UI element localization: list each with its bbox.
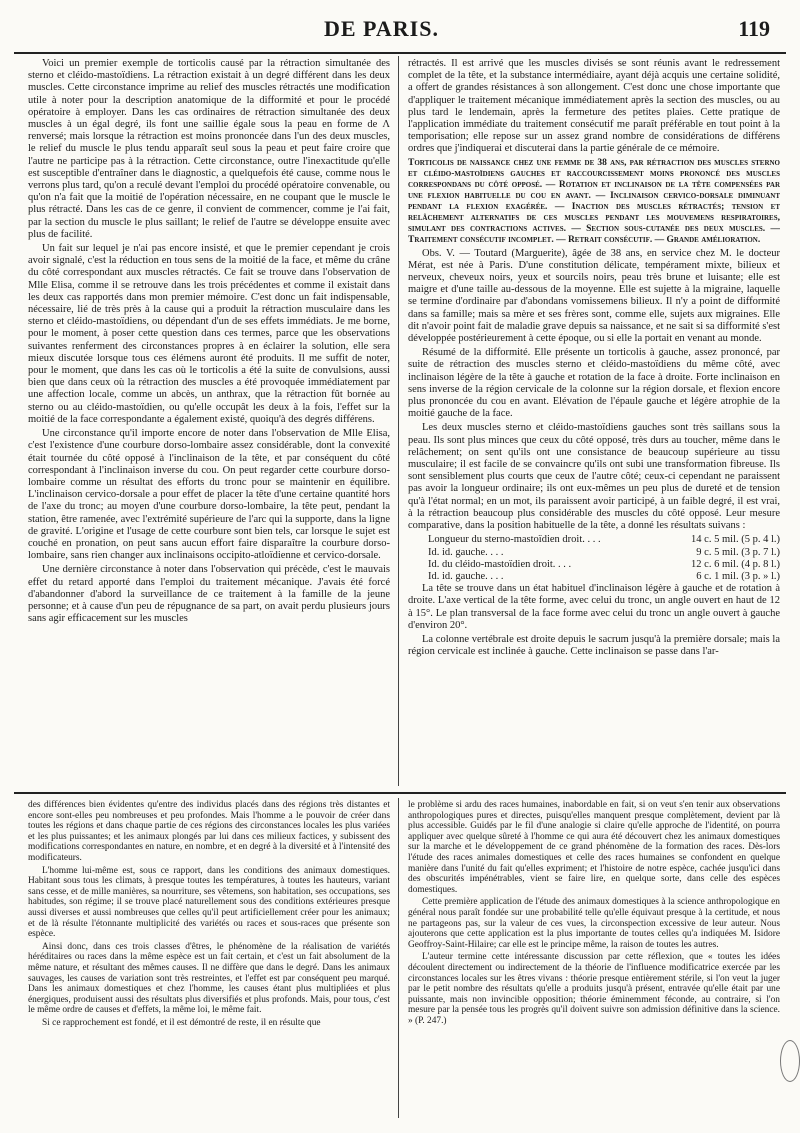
paragraph: Un fait sur lequel je n'ai pas encore insisté, et que le premier cependant je crois avoir signalé, c'est la réduction en tous sens de la moitié de la face, et même du crâne du côté correspondant aux muscles rétractés. Ce fait se trouve dans l'observation de Mlle Elisa, comme il se retrouve dans les trois précédentes et comme il existait dans les deux cas rapportés dans mon premier mémoire. C'est donc un fait indispensable, nécessaire, lié de très près à la cause qui a produit la rétraction musculaire dans les sterno et cléido-mastoïdiens, ou dépendant d'un de ses effets immédiats. Je me borne, pour le moment, à poser cette question dans ces termes, parce que les observations suivantes renferment des circonstances propres à en éclairer la solution, elle sera mieux discutée lorsque tous ces élémens auront été produits. Il me suffit de noter, pour le moment, que dans les cas où le torticolis a été la suite de convulsions, aussi bien que dans ceux où la rétraction des muscles a été provoquée immédiatement par une affection locale, comme un abcès, un anthrax, que la rétraction fût bornée au sterno ou au cléido-mastoïdien, ou qu'elle occupât les deux à la fois, l'effet sur la moitié de la face correspondante a également existé, quoiqu'à des degrés différens.: [28, 243, 390, 425]
page-number: 119: [738, 16, 770, 41]
column-divider: [398, 56, 399, 786]
case-heading: Torticolis de naissance chez une femme de 38 ans, par rétraction des muscles sterno et cléido-mastoïdiens gauches et raccourcissement moins prononcé des muscles correspondans du côté opposé. — Rotation et inclinaison de la tête compensées par une flexion habituelle du cou en avant. — Inclinaison cervico-dorsale diminuant pendant la flexion exagérée. — Inaction des muscles rétractés; tension et relâchement alternatifs de ces muscles pendant les mouvemens respiratoires, simulant des contractions actives. — Section sous-cutanée des deux muscles. — Traitement consécutif incomplet. — Retrait consécutif. — Grande amélioration.: [408, 157, 780, 245]
paragraph: Une circonstance qu'il importe encore de noter dans l'observation de Mlle Elisa, c'est l'existence d'une courbure dorso-lombaire assez considérable, dont la convexité était tournée du côté opposé à l'inclinaison de la tête, et par conséquent du côté correspondant à l'inclinaison inverse du cou. On peut regarder cette courbure dorso-lombaire comme un résultat des efforts du tronc pour se maintenir en équilibre. L'inclinaison cervico-dorsale a pour effet de placer la tête d'une certaine quantité hors de l'axe du tronc; au moyen d'une courbure dorso-lombaire, la tête peut, pendant la station, être ramenée, avec l'extrémité supérieure de l'arc qui la supporte, dans la ligne de gravité. L'origine et l'usage de cette courbure sont bien tels, car lorsque le sujet est couché en pronation, on peut sans aucun effort faire disparaître la courbure dorso-lombaire, sans rien changer aux inclinaisons occipito-atloïdienne et cervico-dorsale.: [28, 428, 390, 562]
paragraph: le problème si ardu des races humaines, inabordable en fait, si on veut s'en tenir aux observations anthropologiques pures et directes, puisqu'elles manquent presque complètement, devient par là plus accessible. Guidés par le fil d'une analogie si claire qu'elle approche de l'identité, on pourra appliquer avec quelque sûreté à l'homme ce qui aura été découvert chez les animaux domestiques sur la marche et le développement de ce grand phénomène de la formation des races. Dès-lors l'étude des races animales domestiques et celle des races humaines se confondent en quelque manière dans l'unité du fait qu'elles expriment; et l'histoire de notre espèce, cachée jusqu'ici dans des obscurités impénétrables, vient se faire lire, en quelque sorte, dans celle des espèces domestiques.: [408, 800, 780, 895]
bottom-right-column: [408, 800, 780, 1118]
bottom-left-column: [28, 800, 390, 1118]
measure-row: Id. du cléido-mastoïdien droit. . . . 12 c. 6 mil. (4 p. 8 l.): [428, 558, 780, 570]
paragraph: des différences bien évidentes qu'entre des individus placés dans des régions très distantes et encore sont-elles peu nombreuses et peu profondes. Mais l'homme a le pouvoir de créer dans toutes les régions et dans chaque partie de ces régions des circonstances locales les plus variées et les plus puissantes; et les animaux plongés par lui dans ces milieux factices, y subissent des modifications correspondantes en nature, en nombre, et en degré à la diversité et à l'intensité des modificateurs.: [28, 800, 390, 863]
section-rule: [14, 792, 786, 794]
measure-row: Id. id. gauche. . . . 6 c. 1 mil. (3 p. » l.): [428, 570, 780, 582]
paragraph: L'auteur termine cette intéressante discussion par cette réflexion, que « toutes les idées découlent directement ou indirectement de la théorie de l'influence modificatrice exercée par les circonstances locales sur les êtres vivans : théorie presque entièrement stérile, si l'on veut la juger par le petit nombre des résultats qu'elle a produits jusqu'à présent, entravée qu'elle était par une puissante, mais non invincible opposition; théorie éminemment féconde, au contraire, si l'on mesure par la pensée tous les progrès qu'il doivent suivre son admission définitive dans la science. » (P. 247.): [408, 952, 780, 1026]
paragraph: Cette première application de l'étude des animaux domestiques à la science anthropologique en général nous paraît fondée sur une probabilité telle qu'elle équivaut presque à la certitude, et nous ne partageons pas, sur la valeur de ces vues, la circonspection excessive de leur auteur. Nous ajouterons que cette application est la plus importante de toutes celles qu'a indiquées M. Isidore Geoffroy-Saint-Hilaire; car elle est le principe même, la raison de toutes les autres.: [408, 897, 780, 950]
paragraph: Une dernière circonstance à noter dans l'observation qui précède, c'est le mauvais effet du retard apporté dans l'emploi du traitement mécanique. J'avais été forcé d'abandonner d'abord la surveillance de ce traitement à la famille de la jeune personne; et à cause d'un peu de répugnance de sa part, on avait perdu plusieurs jours sans agir efficacement sur les muscles: [28, 564, 390, 625]
paragraph: L'homme lui-même est, sous ce rapport, dans les conditions des animaux domestiques. Habitant sous tous les climats, à presque toutes les températures, à toutes les hauteurs, variant sans cesse, et de mille manières, sa nourriture, ses vêtemens, son habitation, ses occupations, ses habitudes, son régime; il se trouve placé naturellement sous des conditions extérieures presque aussi diverses et aussi nombreuses que celles qu'il peut artificiellement créer pour les animaux; et de là résulte l'étonnante multiplicité des variétés ou races et sous-races que présente son espèce.: [28, 865, 390, 940]
paragraph: Si ce rapprochement est fondé, et il est démontré de reste, il en résulte que: [42, 1017, 321, 1028]
paragraph: La colonne vertébrale est droite depuis le sacrum jusqu'à la première dorsale; mais la région cervicale est inclinée à gauche. Cette inclinaison se passe dans l'ar-: [408, 633, 780, 658]
measure-table: [408, 534, 780, 583]
top-left-column: [28, 58, 390, 786]
binding-hole: [780, 1040, 800, 1082]
paragraph: Résumé de la difformité. Elle présente un torticolis à gauche, assez prononcé, par suite de rétraction des muscles sterno et cléido-mastoïdiens du même côté, avec inclinaison légère de la tête à gauche et rotation de la face à droite. Forte inclinaison en sens inverse de la région cervicale de la colonne sur la région dorsale, et flexion encore plus prononcée du cou en avant. Elévation de l'épaule gauche et légère atrophie de la moitié gauche de la face.: [408, 347, 780, 420]
measure-row: Longueur du sterno-mastoïdien droit. . . . 14 c. 5 mil. (5 p. 4 l.): [428, 534, 780, 546]
running-title: DE PARIS.: [324, 16, 439, 41]
paragraph: Les deux muscles sterno et cléido-mastoïdiens gauches sont très saillans sous la peau. Ils sont plus minces que ceux du côté opposé, très durs au toucher, même dans le relâchement; on sent qu'ils ont une consistance de beaucoup supérieure au tissu musculaire; il est facile de se convaincre qu'ils ont subi une transformation fibreuse. Ils sont sensiblement plus courts que ceux de l'autre côté; ceux-ci cependant ne paraissent pas avoir la longueur ordinaire; ils ont eux-mêmes un peu plus de dureté et de tension qu'à l'état normal; en un mot, ils paraissent avoir participé, à un faible degré, il est vrai, à la rétraction beaucoup plus considérable des muscles du côté opposé. Leur mesure comparative, dans la position habituelle de la tête, a donné les résultats suivans :: [408, 422, 780, 532]
top-right-column: [408, 58, 780, 786]
page-header: [24, 12, 774, 52]
measure-row: Id. id. gauche. . . . 9 c. 5 mil. (3 p. 7 l.): [428, 546, 780, 558]
paragraph: Obs. V. — Toutard (Marguerite), âgée de 38 ans, en service chez M. le docteur Mérat, est née à Paris. D'une constitution délicate, tempérament mixte, bilieux et nerveux, cheveux noirs, yeux et sourcils noirs, peau très brune et luisante; elle est maigre et d'une taille au-dessous de la moyenne. Elle est sujette à la migraine, laquelle se termine d'ordinaire par d'abondans vomissemens bilieux. Il n'y a point de difformité dans sa famille; mais sa mère et ses frères sont, comme elle, sujets aux migraines. Elle dit n'avoir point fait de maladie grave depuis sa naissance, et ne sait si sa difformité s'est développée postérieurement à cette époque, ou si elle la portait en venant au monde.: [408, 247, 780, 345]
paragraph: La tête se trouve dans un état habituel d'inclinaison légère à gauche et de rotation à droite. L'axe vertical de la tête forme, avec celui du tronc, un angle ouvert en haut de 12 à 15°. Le plan transversal de la face forme avec celui du tronc un angle ouvert à gauche d'environ 20°.: [408, 583, 780, 631]
column-divider: [398, 798, 399, 1118]
paragraph: Voici un premier exemple de torticolis causé par la rétraction simultanée des sterno et cléido-mastoïdiens. La rétraction existait à un degré différent dans les deux muscles. Cette circonstance imprime au relief des muscles rétractés une modification utile à noter pour la description anatomique de la difformité et pour le procédé opératoire à employer. Dans les cas ordinaires de rétraction simultanée des deux muscles à un égal degré, ils font une saillie égale sous la peau en forme de Λ renversé; mais lorsque la rétraction est moins prononcée dans l'un des deux muscles, le relief du muscle le plus tendu apparaît seul sous la peau et peut faire croire que l'autre ne participe pas à la rétraction. Cette circonstance, outre l'inexactitude qu'elle est susceptible d'entraîner dans le diagnostic, a quelquefois été cause, comme nous le verrons plus tard, qu'on a reculé devant l'emploi du procédé opératoire convenable, ou qu'on n'a fait que la moitié de l'opération nécessaire, en ne coupant que le muscle le plus rétracté. Dans les cas de ce genre, il convient de commencer, comme je l'ai fait, par la section du muscle le plus saillant; le relief de l'autre se développe ensuite avec plus de facilité.: [28, 58, 390, 240]
paragraph: Ainsi donc, dans ces trois classes d'êtres, le phénomène de la réalisation de variétés héréditaires ou races dans la même espèce est un fait certain, et c'est un fait absolument de la même nature, et résultant des mêmes causes. Il ne diffère que dans le degré. Dans les animaux sauvages, les causes de variation sont très restreintes, et l'effet est par conséquent peu marqué. Dans les animaux domestiques et chez l'homme, les causes étant plus multipliées et plus énergiques, produisent aussi des résultats plus diversifiés et plus profonds. Mais, pour tous, c'est le même ordre de causes et d'effets, la même loi, le même fait.: [28, 941, 390, 1016]
paragraph: rétractés. Il est arrivé que les muscles divisés se sont réunis avant le redressement complet de la tête, et la substance intermédiaire, ayant déjà acquis une certaine solidité, a offert de grandes résistances à son allongement. C'est donc une chose importante que d'appliquer le traitement mécanique immédiatement après la section des muscles, ou au plus tard le lendemain, après la fermeture des petites plaies. Cette pratique de l'application immédiate du traitement consécutif me paraît préférable en tout point à la temporisation; elle repose sur un assez grand nombre de considérations de différens ordres que j'indiquerai et discuterai dans la partie générale de ce mémoire.: [408, 58, 780, 155]
header-rule: [14, 52, 786, 54]
